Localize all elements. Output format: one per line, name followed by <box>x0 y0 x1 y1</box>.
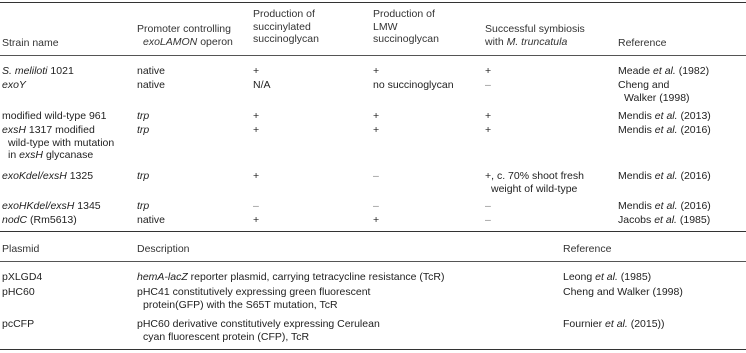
header-description: Description <box>137 243 190 255</box>
reference-cell: Mendis et al. (2016) <box>618 124 711 136</box>
reference-cell: Mendis et al. (2016) <box>618 170 711 182</box>
plasmid-reference-cell: Cheng and Walker (1998) <box>563 286 683 298</box>
plasmid-name-cell: pHC60 <box>2 286 35 298</box>
succinylated-cell: N/A <box>253 79 271 91</box>
plasmids-bottom-rule <box>0 349 746 350</box>
header-strain-name: Strain name <box>2 37 59 49</box>
strain-cell: exoKdel/exsH 1325 <box>2 170 94 182</box>
plasmid-name-cell: pcCFP <box>2 318 35 330</box>
lmw-cell: + <box>373 124 380 136</box>
header-plasmid: Plasmid <box>2 243 40 255</box>
lmw-cell: + <box>373 214 380 226</box>
plasmid-header-rule <box>0 261 746 262</box>
header-symbiosis: Successful symbiosis with M. truncatula <box>485 23 585 48</box>
reference-cell: Jacobs et al. (1985) <box>618 214 711 226</box>
header-rule <box>0 55 746 56</box>
plasmid-description-cell: pHC60 derivative constitutively expressing Cerulean cyan fluorescent protein (CFP), TcR <box>137 318 380 343</box>
symbiosis-cell: + <box>485 65 492 77</box>
lmw-cell: no succinoglycan <box>373 79 454 91</box>
succinylated-cell: + <box>253 65 260 77</box>
plasmid-name-cell: pXLGD4 <box>2 271 43 283</box>
promoter-cell: trp <box>137 110 150 122</box>
symbiosis-cell: + <box>485 110 492 122</box>
succinylated-cell: – <box>253 200 259 212</box>
strain-cell: exoY <box>2 79 26 91</box>
top-rule <box>0 2 746 3</box>
symbiosis-cell: + <box>485 124 492 136</box>
strain-cell: S. meliloti 1021 <box>2 65 74 77</box>
strain-cell: nodC (Rm5613) <box>2 214 77 226</box>
header-promoter: Promoter controlling exoLAMON operon <box>137 23 233 48</box>
promoter-cell: trp <box>137 124 150 136</box>
strain-cell: exoHKdel/exsH 1345 <box>2 200 101 212</box>
symbiosis-cell: – <box>485 200 491 212</box>
header-lmw: Production of LMW succinoglycan <box>373 8 439 45</box>
promoter-cell: native <box>137 79 166 91</box>
succinylated-cell: + <box>253 110 260 122</box>
lmw-cell: + <box>373 65 380 77</box>
plasmid-description-cell: hemA-lacZ reporter plasmid, carrying tetracycline resistance (TcR) <box>137 271 445 283</box>
header-reference: Reference <box>618 37 667 49</box>
lmw-cell: – <box>373 170 379 182</box>
succinylated-cell: + <box>253 170 260 182</box>
header-plasmid-reference: Reference <box>563 243 612 255</box>
plasmid-reference-cell: Leong et al. (1985) <box>563 271 652 283</box>
succinylated-cell: + <box>253 124 260 136</box>
promoter-cell: trp <box>137 170 150 182</box>
promoter-cell: native <box>137 214 166 226</box>
plasmid-description-cell: pHC41 constitutively expressing green fluorescent protein(GFP) with the S65T mutation, TcR <box>137 286 371 311</box>
lmw-cell: + <box>373 110 380 122</box>
succinylated-cell: + <box>253 214 260 226</box>
promoter-cell: native <box>137 65 166 77</box>
symbiosis-cell: – <box>485 214 491 226</box>
reference-cell: Mendis et al. (2013) <box>618 110 711 122</box>
reference-cell: Cheng and Walker (1998) <box>618 79 690 104</box>
plasmid-reference-cell: Fournier et al. (2015)) <box>563 318 665 330</box>
symbiosis-cell: – <box>485 79 491 91</box>
strain-cell: modified wild-type 961 <box>2 110 107 122</box>
reference-cell: Mendis et al. (2016) <box>618 200 711 212</box>
reference-cell: Meade et al. (1982) <box>618 65 710 77</box>
promoter-cell: trp <box>137 200 150 212</box>
header-succinylated: Production of succinylated succinoglycan <box>253 8 319 45</box>
strains-bottom-rule <box>0 231 746 232</box>
symbiosis-cell: +, c. 70% shoot fresh weight of wild-type <box>485 170 584 195</box>
lmw-cell: – <box>373 200 379 212</box>
strain-cell: exsH 1317 modified wild-type with mutation in exsH glycanase <box>2 124 115 161</box>
